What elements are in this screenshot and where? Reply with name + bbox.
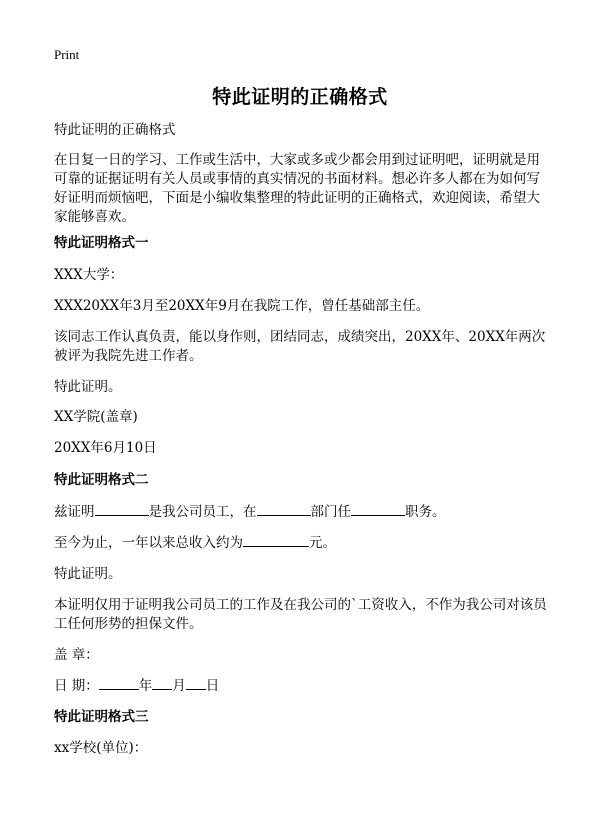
income-blank bbox=[243, 534, 309, 547]
section1-line1: XXX20XX年3月至20XX年9月在我院工作，曾任基础部主任。 bbox=[54, 298, 430, 314]
date-text-a: 日 期： bbox=[54, 678, 99, 694]
day-blank bbox=[186, 677, 206, 690]
date-text-b: 年 bbox=[138, 678, 153, 694]
section1-line2: 该同志工作认真负责，能以身作则，团结同志，成绩突出，20XX年、20XX年两次被评为我院先进工作者。 bbox=[54, 329, 546, 364]
section2-seal: 盖 章： bbox=[54, 647, 99, 663]
section2-closing: 特此证明。 bbox=[54, 566, 122, 582]
document-title: 特此证明的正确格式 bbox=[212, 86, 388, 108]
section2-line1 bbox=[54, 503, 554, 522]
section2-heading: 特此证明格式二 bbox=[54, 472, 149, 488]
print-link[interactable]: Print bbox=[54, 47, 80, 62]
line1-text-c: 部门任 bbox=[310, 504, 351, 520]
date-text-d: 日 bbox=[205, 678, 220, 694]
section3-heading: 特此证明格式三 bbox=[54, 709, 149, 725]
line2-text-a: 至今为止，一年以来总收入约为 bbox=[54, 535, 243, 551]
position-blank bbox=[351, 503, 405, 516]
section1-heading: 特此证明格式一 bbox=[54, 235, 149, 251]
year-blank bbox=[99, 677, 139, 690]
name-blank bbox=[95, 503, 149, 516]
section3-addressee: xx学校(单位)： bbox=[54, 740, 148, 756]
section2-note: 本证明仅用于证明我公司员工的工作及在我公司的`工资收入，不作为我公司对该员工任何形势的担保文件。 bbox=[54, 597, 547, 632]
department-blank bbox=[257, 503, 311, 516]
date-text-c: 月 bbox=[172, 678, 186, 694]
section1-date: 20XX年6月10日 bbox=[54, 440, 157, 456]
section2-date bbox=[54, 677, 554, 696]
month-blank bbox=[152, 677, 172, 690]
section2-line2 bbox=[54, 534, 554, 553]
line1-text-a: 兹证明 bbox=[54, 504, 95, 520]
intro-paragraph: 在日复一日的学习、工作或生活中，大家或多或少都会用到过证明吧，证明就是用可靠的证据证明有关人员或事情的真实情况的书面材料。想必许多人都在为如何写好证明而烦恼吧，下面是小编收集整理的特此证明的正确格式，欢迎阅读，希望大家能够喜欢。 bbox=[54, 152, 540, 225]
document-subtitle: 特此证明的正确格式 bbox=[54, 122, 176, 138]
line2-text-b: 元。 bbox=[309, 535, 336, 551]
section1-closing: 特此证明。 bbox=[54, 379, 122, 395]
line1-text-b: 是我公司员工，在 bbox=[148, 504, 257, 520]
line1-text-d: 职务。 bbox=[405, 504, 446, 520]
section1-signer: XX学院(盖章) bbox=[54, 409, 138, 425]
section1-addressee: XXX大学： bbox=[54, 267, 124, 283]
